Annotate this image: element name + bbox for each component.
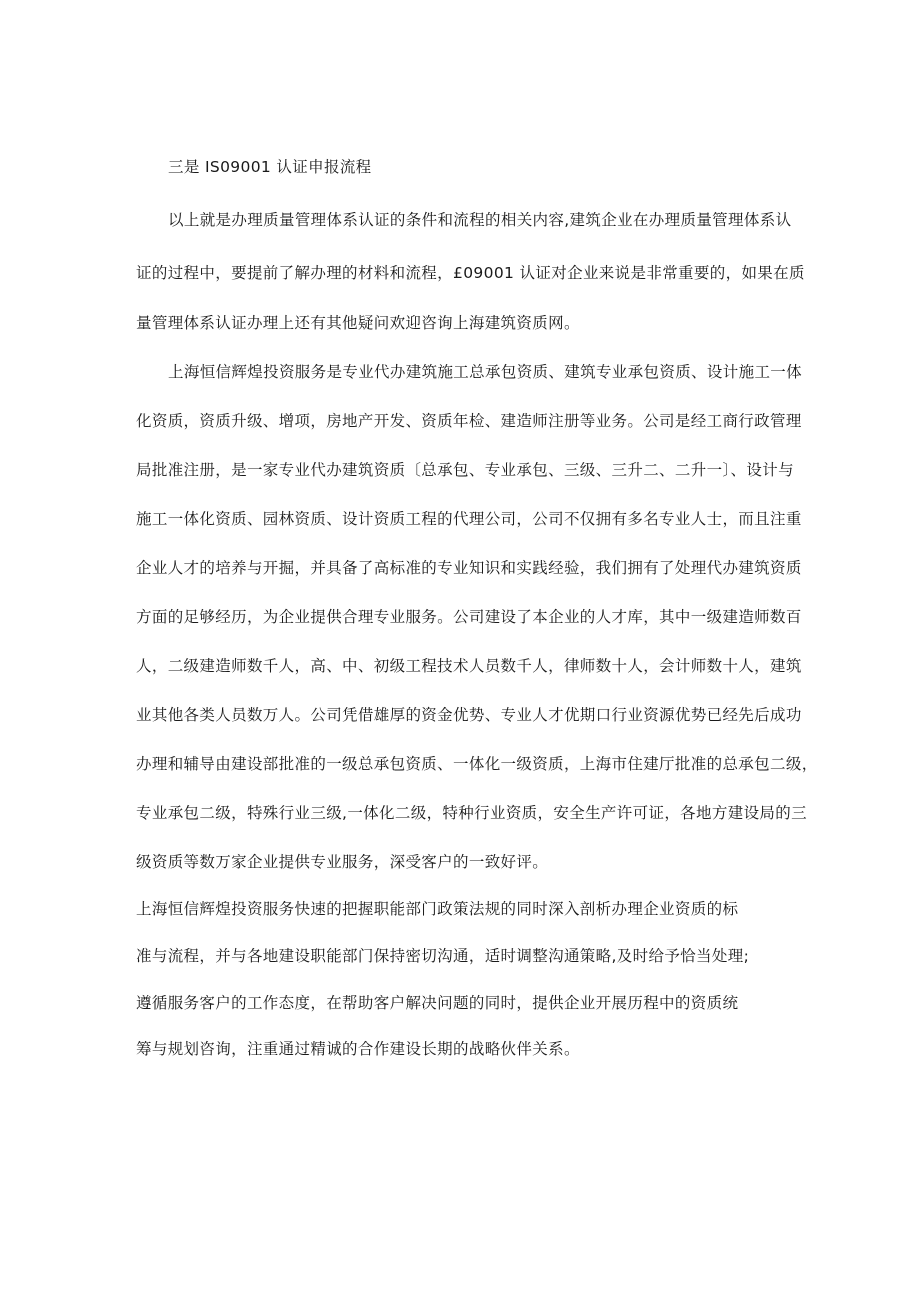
paragraph-line: 级资质等数万家企业提供专业服务，深受客户的一致好评。 (136, 853, 549, 871)
paragraph-line: 上海恒信辉煌投资服务是专业代办建筑施工总承包资质、建筑专业承包资质、设计施工一体 (168, 363, 803, 381)
paragraph-line: 专业承包二级，特殊行业三级,一体化二级，特种行业资质，安全生产许可证，各地方建设局的三 (136, 804, 807, 822)
paragraph-line: 证的过程中，要提前了解办理的材料和流程，£09001 认证对企业来说是非常重要的，如果在质 (136, 264, 805, 282)
paragraph-line: 上海恒信辉煌投资服务快速的把握职能部门政策法规的同时深入剖析办理企业资质的标 (136, 900, 739, 918)
paragraph-line: 遵循服务客户的工作态度，在帮助客户解决问题的同时，提供企业开展历程中的资质统 (136, 994, 739, 1012)
paragraph-line: 化资质，资质升级、增项，房地产开发、资质年检、建造师注册等业务。公司是经工商行政管理 (136, 412, 802, 430)
paragraph-line: 筹与规划咨询，注重通过精诚的合作建设长期的战略伙伴关系。 (136, 1040, 580, 1058)
paragraph-line: 准与流程，并与各地建设职能部门保持密切沟通，适时调整沟通策略,及时给予恰当处理; (136, 947, 750, 965)
paragraph-line: 业其他各类人员数万人。公司凭借雄厚的资金优势、专业人才优期口行业资源优势已经先后成功 (136, 706, 802, 724)
paragraph-line: 人，二级建造师数千人，高、中、初级工程技术人员数千人，律师数十人，会计师数十人，建筑 (136, 657, 802, 675)
paragraph-line: 施工一体化资质、园林资质、设计资质工程的代理公司，公司不仅拥有多名专业人士，而且注重 (136, 510, 802, 528)
paragraph-line: 量管理体系认证办理上还有其他疑问欢迎咨询上海建筑资质网。 (136, 314, 580, 332)
section-heading: 三是 IS09001 认证申报流程 (168, 158, 372, 176)
paragraph-line: 方面的足够经历，为企业提供合理专业服务。公司建设了本企业的人才库，其中一级建造师数百 (136, 608, 802, 626)
paragraph-line: 企业人才的培养与开掘，并具备了高标准的专业知识和实践经验，我们拥有了处理代办建筑资质 (136, 559, 802, 577)
paragraph-line: 办理和辅导由建设部批准的一级总承包资质、一体化一级资质，上海市住建厅批准的总承包二级， (136, 755, 818, 773)
paragraph-line: 局批准注册，是一家专业代办建筑资质〔总承包、专业承包、三级、三升二、二升一〕、设计与 (136, 461, 794, 479)
paragraph-line: 以上就是办理质量管理体系认证的条件和流程的相关内容,建筑企业在办理质量管理体系认 (168, 211, 792, 229)
